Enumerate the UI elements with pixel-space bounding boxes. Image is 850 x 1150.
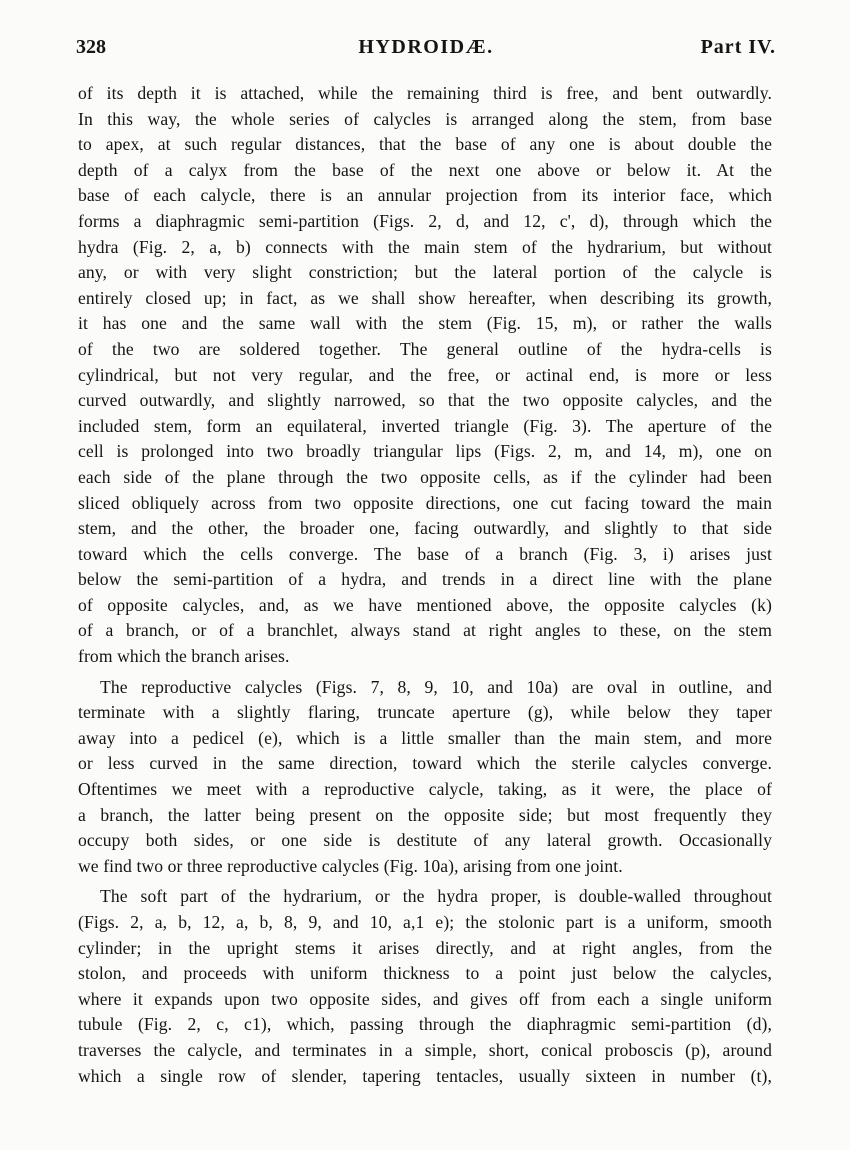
text-line: or less curved in the same direction, toward which the sterile calycles converge. <box>78 753 772 774</box>
paragraph <box>78 675 772 880</box>
text-line: hydra (Fig. 2, a, b) connects with the main stem of the hydrarium, but without <box>78 236 772 257</box>
text-line: forms a diaphragmic semi-partition (Figs. 2, d, and 12, c', d), through which the <box>78 210 772 231</box>
text-line: entirely closed up; in fact, as we shall show hereafter, when describing its growth, <box>78 287 772 308</box>
text-line: traverses the calycle, and terminates in a simple, short, conical proboscis (p), around <box>78 1039 772 1060</box>
running-title: HYDROIDÆ. <box>358 36 494 58</box>
text-line: any, or with very slight constriction; but the lateral portion of the calycle is <box>78 262 772 283</box>
text-line: each side of the plane through the two opposite cells, as if the cylinder had been <box>78 466 772 487</box>
text-line: toward which the cells converge. The base of a branch (Fig. 3, i) arises just <box>78 543 772 564</box>
text-line: curved outwardly, and slightly narrowed, so that the two opposite calycles, and the <box>78 390 772 411</box>
text-line: stem, and the other, the broader one, facing outwardly, and slightly to that side <box>78 518 772 539</box>
text-line: of the two are soldered together. The general outline of the hydra-cells is <box>78 338 772 359</box>
paragraph <box>78 81 772 670</box>
text-line: cell is prolonged into two broadly triangular lips (Figs. 2, m, and 14, m), one on <box>78 441 772 462</box>
text-line: it has one and the same wall with the stem (Fig. 15, m), or rather the walls <box>78 313 772 334</box>
text-line: (Figs. 2, a, b, 12, a, b, 8, 9, and 10, a,1 e); the stolonic part is a uniform, smooth <box>78 912 772 932</box>
text-line: stolon, and proceeds with uniform thickness to a point just below the calycles, <box>78 963 772 984</box>
page-number: 328 <box>76 36 106 58</box>
text-line: occupy both sides, or one side is destitute of any lateral growth. Occasionally <box>78 830 772 851</box>
text-line: cylindrical, but not very regular, and the free, or actinal end, is more or less <box>78 364 772 385</box>
body-text <box>78 81 772 1089</box>
paragraph <box>78 884 772 1089</box>
text-line: of its depth it is attached, while the remaining third is free, and bent outwardly. <box>78 83 772 103</box>
text-line: base of each calycle, there is an annular projection from its interior face, which <box>78 185 772 206</box>
running-header <box>76 36 776 70</box>
text-line: of a branch, or of a branchlet, always stand at right angles to these, on the stem <box>78 620 772 641</box>
text-line: terminate with a slightly flaring, truncate aperture (g), while below they taper <box>78 702 772 723</box>
text-line: below the semi-partition of a hydra, and trends in a direct line with the plane <box>78 569 772 590</box>
text-line: The reproductive calycles (Figs. 7, 8, 9, 10, and 10a) are oval in outline, and <box>100 676 772 697</box>
text-line: depth of a calyx from the base of the next one above or below it. At the <box>78 159 772 180</box>
text-line: tubule (Fig. 2, c, c1), which, passing through the diaphragmic semi-partition (d), <box>78 1014 772 1035</box>
text-line: which a single row of slender, tapering tentacles, usually sixteen in number (t), <box>78 1065 772 1086</box>
text-line: Oftentimes we meet with a reproductive calycle, taking, as it were, the place of <box>78 779 772 800</box>
text-line: we find two or three reproductive calycles (Fig. 10a), arising from one joint. <box>78 855 623 876</box>
text-line: from which the branch arises. <box>78 646 290 667</box>
text-line: The soft part of the hydrarium, or the hydra proper, is double-walled throughout <box>100 886 772 907</box>
text-line: included stem, form an equilateral, inverted triangle (Fig. 3). The aperture of the <box>78 415 772 436</box>
text-line: where it expands upon two opposite sides, and gives off from each a single uniform <box>78 988 772 1009</box>
text-line: In this way, the whole series of calycles is arranged along the stem, from base <box>78 108 772 129</box>
text-line: sliced obliquely across from two opposite directions, one cut facing toward the main <box>78 492 772 513</box>
text-line: a branch, the latter being present on the opposite side; but most frequently they <box>78 804 772 825</box>
text-line: to apex, at such regular distances, that the base of any one is about double the <box>78 134 772 155</box>
part-label: Part IV. <box>700 36 776 58</box>
text-line: away into a pedicel (e), which is a little smaller than the main stem, and more <box>78 727 772 748</box>
text-line: cylinder; in the upright stems it arises directly, and at right angles, from the <box>78 937 772 958</box>
text-line: of opposite calycles, and, as we have mentioned above, the opposite calycles (k) <box>78 594 772 615</box>
